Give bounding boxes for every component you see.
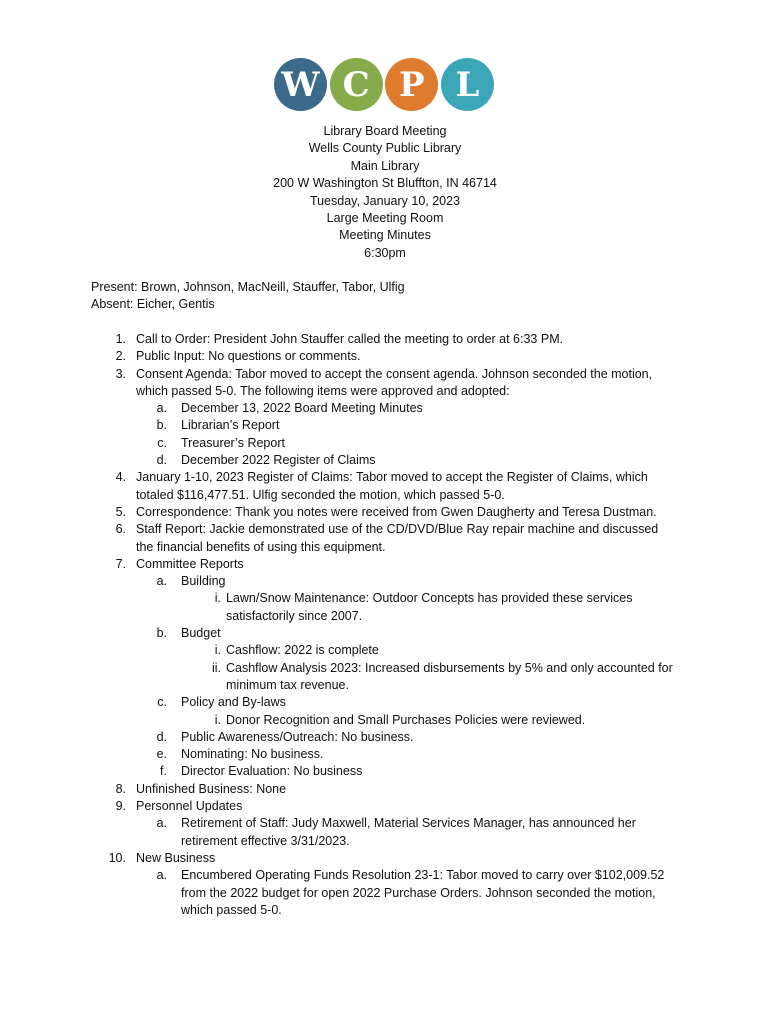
item-number: 10. xyxy=(108,850,126,865)
item-number: a. xyxy=(156,868,167,883)
item-number: 2. xyxy=(115,349,126,364)
minutes-item xyxy=(0,469,770,504)
item-number: 7. xyxy=(115,556,126,571)
item-number: 3. xyxy=(115,366,126,381)
minutes-item xyxy=(0,660,770,695)
item-number: 6. xyxy=(115,522,126,537)
item-number: 9. xyxy=(115,799,126,814)
minutes-item xyxy=(0,798,770,815)
item-text: Building xyxy=(181,574,226,589)
item-number: b. xyxy=(156,626,167,641)
item-number: 4. xyxy=(115,470,126,485)
item-number: c. xyxy=(157,435,167,450)
minutes-item xyxy=(0,712,770,729)
item-text: Consent Agenda: Tabor moved to accept the consent agenda. Johnson seconded the motion, which passed 5-0. The following items were approved and adopted: xyxy=(136,366,653,398)
item-text: Call to Order: President John Stauffer called the meeting to order at 6:33 PM. xyxy=(136,332,564,346)
minutes-item xyxy=(0,331,770,348)
item-text: Nominating: No business. xyxy=(181,747,324,762)
item-number: f. xyxy=(160,764,167,779)
item-number: a. xyxy=(156,401,167,416)
item-text: Librarian’s Report xyxy=(181,418,280,433)
minutes-item xyxy=(0,642,770,659)
wcpl-logo xyxy=(274,58,494,118)
item-number: 5. xyxy=(115,504,126,519)
item-text: Encumbered Operating Funds Resolution 23-1: Tabor moved to carry over $102,009.52 from the 2022 budget for open 2022 Purchase Orders. Johnson seconded the motion, which passed 5-0. xyxy=(181,868,665,917)
item-number: e. xyxy=(156,747,167,762)
item-text: Correspondence: Thank you notes were received from Gwen Daugherty and Teresa Dustman. xyxy=(136,504,657,519)
item-number: b. xyxy=(156,418,167,433)
minutes-item xyxy=(0,400,770,417)
item-text: Staff Report: Jackie demonstrated use of the CD/DVD/Blue Ray repair machine and discussed the financial benefits of using this equipment. xyxy=(136,522,659,554)
meeting-time: 6:30pm xyxy=(364,245,406,260)
minutes-item xyxy=(0,746,770,763)
item-text: Personnel Updates xyxy=(136,799,243,814)
document-type: Meeting Minutes xyxy=(339,228,431,243)
minutes-item xyxy=(0,573,770,590)
absent-list: Absent: Eicher, Gentis xyxy=(91,297,215,312)
logo-letter-p: P xyxy=(385,58,438,111)
item-number: a. xyxy=(156,574,167,589)
item-number: ii. xyxy=(211,660,221,675)
item-text: Public Input: No questions or comments. xyxy=(136,349,361,364)
minutes-item xyxy=(0,452,770,469)
minutes-item xyxy=(0,348,770,365)
item-number: a. xyxy=(156,816,167,831)
item-number: i. xyxy=(214,643,221,658)
logo-letter-w: W xyxy=(274,58,327,111)
item-text: Cashflow: 2022 is complete xyxy=(226,643,379,658)
item-number: d. xyxy=(156,453,167,468)
minutes-item xyxy=(0,556,770,573)
logo-letter-l: L xyxy=(441,58,494,111)
item-text: Committee Reports xyxy=(136,556,244,571)
attendance xyxy=(91,279,405,314)
minutes-item xyxy=(0,521,770,556)
minutes-item xyxy=(0,694,770,711)
item-text: December 2022 Register of Claims xyxy=(181,453,376,468)
minutes-item xyxy=(0,781,770,798)
item-text: Retirement of Staff: Judy Maxwell, Material Services Manager, has announced her retirement effective 3/31/2023. xyxy=(181,816,636,848)
item-text: Donor Recognition and Small Purchases Policies were reviewed. xyxy=(226,712,586,727)
item-text: Policy and By-laws xyxy=(181,695,286,710)
item-number: d. xyxy=(156,729,167,744)
minutes-item xyxy=(0,815,770,850)
minutes-item xyxy=(0,867,770,919)
minutes-list xyxy=(0,331,770,919)
item-text: Public Awareness/Outreach: No business. xyxy=(181,729,414,744)
meeting-title: Library Board Meeting xyxy=(323,124,447,138)
item-number: i. xyxy=(214,591,221,606)
meeting-header xyxy=(0,123,770,262)
item-number: 1. xyxy=(115,332,126,346)
minutes-item xyxy=(0,590,770,625)
present-list: Present: Brown, Johnson, MacNeill, Stauffer, Tabor, Ulfig xyxy=(91,280,405,294)
item-text: Cashflow Analysis 2023: Increased disbursements by 5% and only accounted for minimum tax revenue. xyxy=(226,660,673,692)
item-number: i. xyxy=(214,712,221,727)
item-text: January 1-10, 2023 Register of Claims: Tabor moved to accept the Register of Claims, which totaled $116,477.51. Ulfig seconded the motion, which passed 5-0. xyxy=(136,470,648,502)
branch-name: Main Library xyxy=(350,158,420,173)
minutes-item xyxy=(0,417,770,434)
item-text: December 13, 2022 Board Meeting Minutes xyxy=(181,401,423,416)
item-number: 8. xyxy=(115,781,126,796)
minutes-item xyxy=(0,729,770,746)
item-number: c. xyxy=(157,695,167,710)
item-text: Unfinished Business: None xyxy=(136,781,287,796)
address: 200 W Washington St Bluffton, IN 46714 xyxy=(273,176,497,191)
minutes-item xyxy=(0,435,770,452)
minutes-item xyxy=(0,366,770,401)
item-text: Lawn/Snow Maintenance: Outdoor Concepts has provided these services satisfactorily since 2007. xyxy=(226,591,633,623)
minutes-item xyxy=(0,504,770,521)
library-name: Wells County Public Library xyxy=(308,141,462,156)
item-text: Budget xyxy=(181,626,221,641)
minutes-item xyxy=(0,763,770,780)
minutes-item xyxy=(0,625,770,642)
logo-letter-c: C xyxy=(330,58,383,111)
minutes-item xyxy=(0,850,770,867)
meeting-room: Large Meeting Room xyxy=(326,211,444,226)
meeting-date: Tuesday, January 10, 2023 xyxy=(309,193,461,208)
item-text: Director Evaluation: No business xyxy=(181,764,363,779)
item-text: Treasurer’s Report xyxy=(181,435,285,450)
item-text: New Business xyxy=(136,850,216,865)
